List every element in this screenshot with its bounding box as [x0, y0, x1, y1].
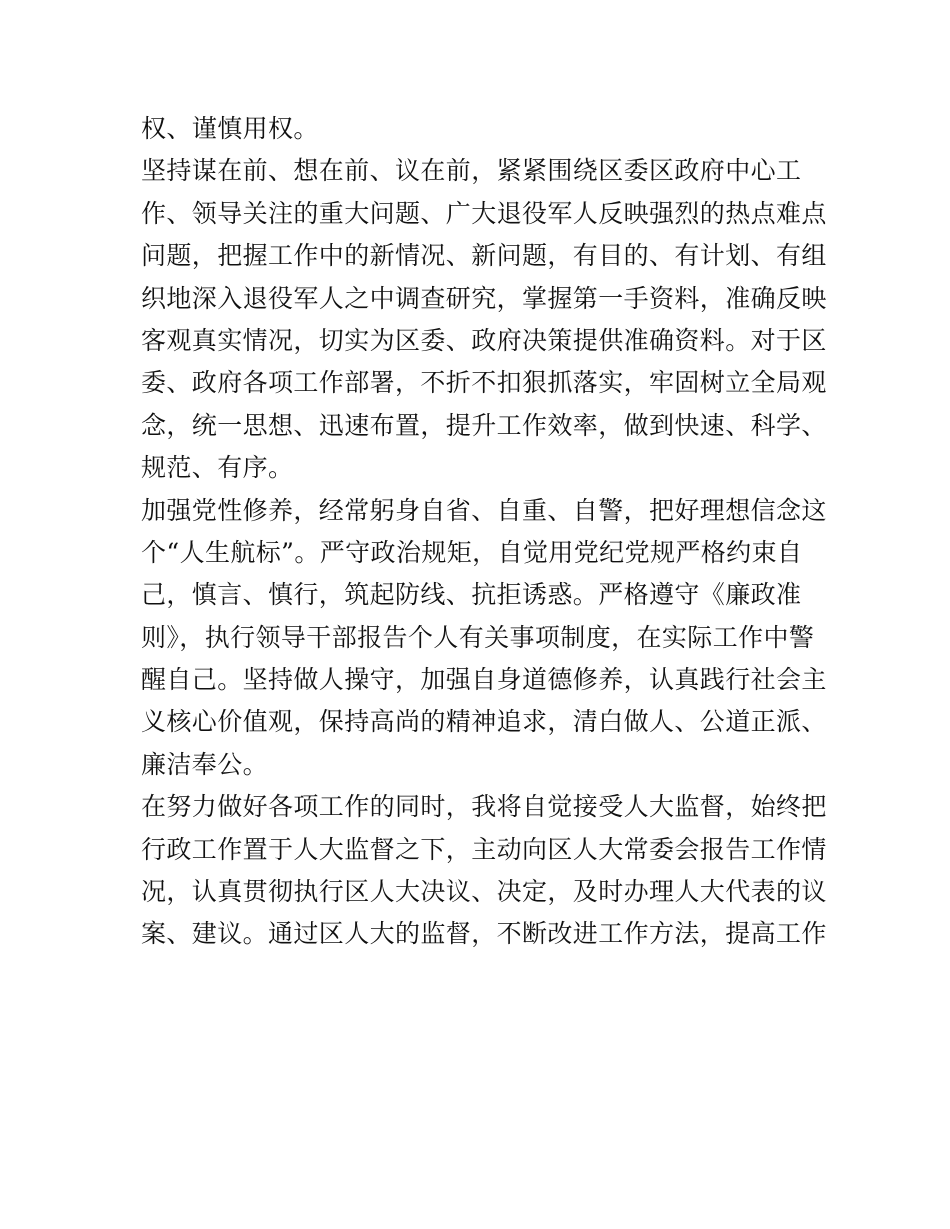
document-body [141, 108, 827, 956]
text-line: 问题，把握工作中的新情况、新问题，有目的、有计划、有组 [141, 241, 827, 271]
text-line: 在努力做好各项工作的同时，我将自觉接受人大监督，始终把 [141, 792, 827, 822]
text-line: 则》，执行领导干部报告个人有关事项制度，在实际工作中警 [141, 622, 815, 652]
text-line: 织地深入退役军人之中调查研究，掌握第一手资料，准确反映 [141, 283, 827, 313]
text-line: 个“人生航标”。严守政治规矩，自觉用党纪党规严格约束自 [141, 537, 803, 567]
text-line: 况，认真贯彻执行区人大决议、决定，及时办理人大代表的议 [141, 877, 827, 907]
text-line: 己，慎言、慎行，筑起防线、抗拒诱惑。严格遵守《廉政准 [141, 580, 802, 610]
text-line: 行政工作置于人大监督之下，主动向区人大常委会报告工作情 [141, 834, 827, 864]
text-line: 加强党性修养，经常躬身自省、自重、自警，把好理想信念这 [141, 495, 827, 525]
text-line: 坚持谋在前、想在前、议在前，紧紧围绕区委区政府中心工 [141, 156, 802, 186]
text-line: 作、领导关注的重大问题、广大退役军人反映强烈的热点难点 [141, 198, 827, 228]
text-line: 规范、有序。 [141, 453, 294, 483]
text-line: 念，统一思想、迅速布置，提升工作效率，做到快速、科学、 [141, 410, 827, 440]
text-line: 客观真实情况，切实为区委、政府决策提供准确资料。对于区 [141, 325, 827, 355]
text-line: 案、建议。通过区人大的监督，不断改进工作方法，提高工作 [141, 919, 827, 949]
text-line: 醒自己。坚持做人操守，加强自身道德修养，认真践行社会主 [141, 665, 827, 695]
text-line: 义核心价值观，保持高尚的精神追求，清白做人、公道正派、 [141, 707, 827, 737]
text-line: 委、政府各项工作部署，不折不扣狠抓落实，牢固树立全局观 [141, 368, 827, 398]
text-line: 廉洁奉公。 [141, 749, 269, 779]
text-line: 权、谨慎用权。 [141, 114, 319, 143]
